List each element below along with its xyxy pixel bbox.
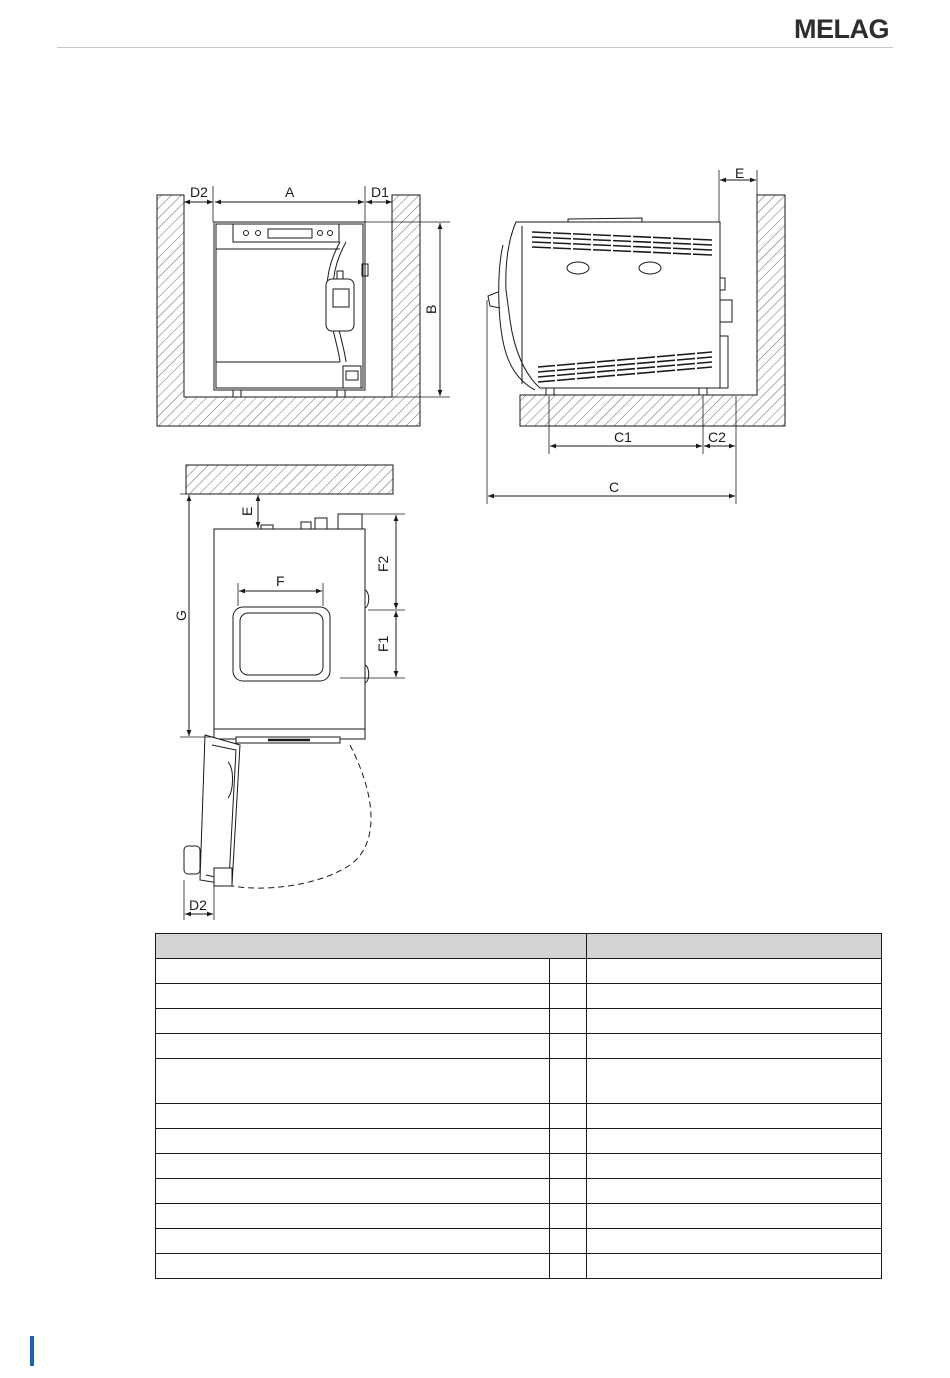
- table-row: [156, 1154, 882, 1179]
- table-row: [156, 1059, 882, 1104]
- dim-label-g: G: [173, 610, 189, 621]
- melag-logo: MELAG: [794, 14, 889, 44]
- table-row: [156, 1009, 882, 1034]
- dim-label-c: C: [609, 479, 620, 495]
- table-row: [156, 1104, 882, 1129]
- table-header-cell: [156, 934, 587, 959]
- dim-label-c2: C2: [708, 429, 726, 445]
- table-row: [156, 984, 882, 1009]
- dim-label-f2: F2: [375, 555, 391, 572]
- table-row: [156, 1229, 882, 1254]
- side-view: [487, 170, 785, 504]
- dim-label-f: F: [276, 573, 285, 589]
- table-row: [156, 1129, 882, 1154]
- dim-label-e-top: E: [239, 506, 255, 516]
- page-margin-marker: [30, 1336, 34, 1366]
- dim-label-c1: C1: [614, 429, 632, 445]
- table-row: [156, 1034, 882, 1059]
- table-row: [156, 1254, 882, 1279]
- dim-label-d1: D1: [371, 184, 389, 200]
- front-view: [157, 186, 450, 426]
- table-row: [156, 959, 882, 984]
- top-view: [180, 465, 405, 920]
- dim-label-f1: F1: [375, 635, 391, 652]
- dim-label-d2-front: D2: [190, 184, 208, 200]
- dim-label-d2-top-view: D2: [189, 897, 207, 913]
- table-header-cell: [587, 934, 882, 959]
- dim-label-b: B: [423, 304, 439, 314]
- dim-label-a: A: [285, 184, 295, 200]
- dim-label-e-side: E: [735, 165, 745, 181]
- table-row: [156, 1204, 882, 1229]
- dimensions-table: [155, 933, 882, 1279]
- table-header-row: [156, 934, 882, 959]
- table-row: [156, 1179, 882, 1204]
